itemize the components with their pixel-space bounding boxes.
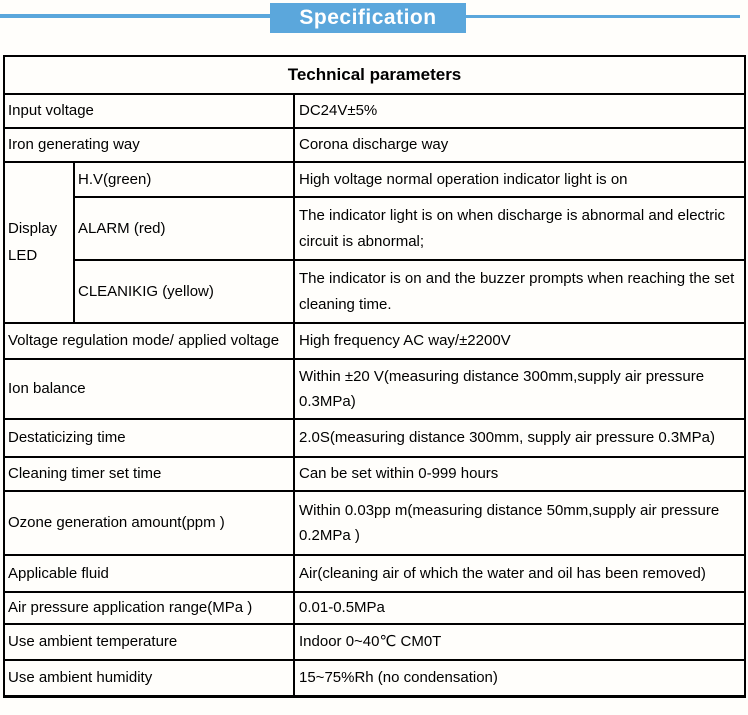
table-title: Technical parameters	[4, 56, 745, 94]
value-cleaning-timer: Can be set within 0-999 hours	[294, 457, 745, 491]
banner-label: Specification	[299, 6, 437, 29]
value-ozone-generation: Within 0.03pp m(measuring distance 50mm,supply air pressure 0.2MPa )	[294, 491, 745, 555]
value-cleanikig-yellow: The indicator is on and the buzzer prompts when reaching the set cleaning time.	[294, 260, 745, 323]
param-iron-generating-way: Iron generating way	[4, 128, 294, 162]
row-input-voltage	[4, 94, 745, 128]
param-group-display-led: Display LED	[4, 162, 74, 323]
banner-line-right	[464, 15, 740, 18]
param-destaticizing-time: Destaticizing time	[4, 419, 294, 457]
value-input-voltage: DC24V±5%	[294, 94, 745, 128]
value-voltage-regulation: High frequency AC way/±2200V	[294, 323, 745, 359]
row-air-pressure-range	[4, 592, 745, 624]
value-alarm-red: The indicator light is on when discharge is abnormal and electric circuit is abnormal;	[294, 197, 745, 260]
specification-banner-row	[0, 2, 748, 38]
param-voltage-regulation: Voltage regulation mode/ applied voltage	[4, 323, 294, 359]
row-ambient-temperature	[4, 624, 745, 660]
value-ambient-temperature: Indoor 0~40℃ CM0T	[294, 624, 745, 660]
param-air-pressure-range: Air pressure application range(MPa )	[4, 592, 294, 624]
param-input-voltage: Input voltage	[4, 94, 294, 128]
param-ozone-generation: Ozone generation amount(ppm )	[4, 491, 294, 555]
row-ozone-generation	[4, 491, 745, 555]
row-voltage-regulation	[4, 323, 745, 359]
row-display-led-alarm	[4, 197, 745, 260]
param-ambient-temperature: Use ambient temperature	[4, 624, 294, 660]
row-iron-generating-way	[4, 128, 745, 162]
row-ion-balance	[4, 359, 745, 419]
value-ambient-humidity: 15~75%Rh (no condensation)	[294, 660, 745, 696]
param-applicable-fluid: Applicable fluid	[4, 555, 294, 592]
specification-banner	[270, 3, 466, 33]
row-destaticizing-time	[4, 419, 745, 457]
param-cleanikig-yellow: CLEANIKIG (yellow)	[74, 260, 294, 323]
row-display-led-cleaning	[4, 260, 745, 323]
row-display-led-hv	[4, 162, 745, 197]
banner-line-left	[0, 14, 272, 18]
param-ambient-humidity: Use ambient humidity	[4, 660, 294, 696]
row-ambient-humidity	[4, 660, 745, 696]
param-alarm-red: ALARM (red)	[74, 197, 294, 260]
value-destaticizing-time: 2.0S(measuring distance 300mm, supply air pressure 0.3MPa)	[294, 419, 745, 457]
technical-parameters-table	[3, 55, 746, 698]
value-iron-generating-way: Corona discharge way	[294, 128, 745, 162]
value-air-pressure-range: 0.01-0.5MPa	[294, 592, 745, 624]
value-applicable-fluid: Air(cleaning air of which the water and oil has been removed)	[294, 555, 745, 592]
table-header-row	[4, 56, 745, 94]
value-ion-balance: Within ±20 V(measuring distance 300mm,supply air pressure 0.3MPa)	[294, 359, 745, 419]
value-hv-green: High voltage normal operation indicator light is on	[294, 162, 745, 197]
row-applicable-fluid	[4, 555, 745, 592]
param-hv-green: H.V(green)	[74, 162, 294, 197]
param-ion-balance: Ion balance	[4, 359, 294, 419]
row-cleaning-timer	[4, 457, 745, 491]
param-cleaning-timer: Cleaning timer set time	[4, 457, 294, 491]
